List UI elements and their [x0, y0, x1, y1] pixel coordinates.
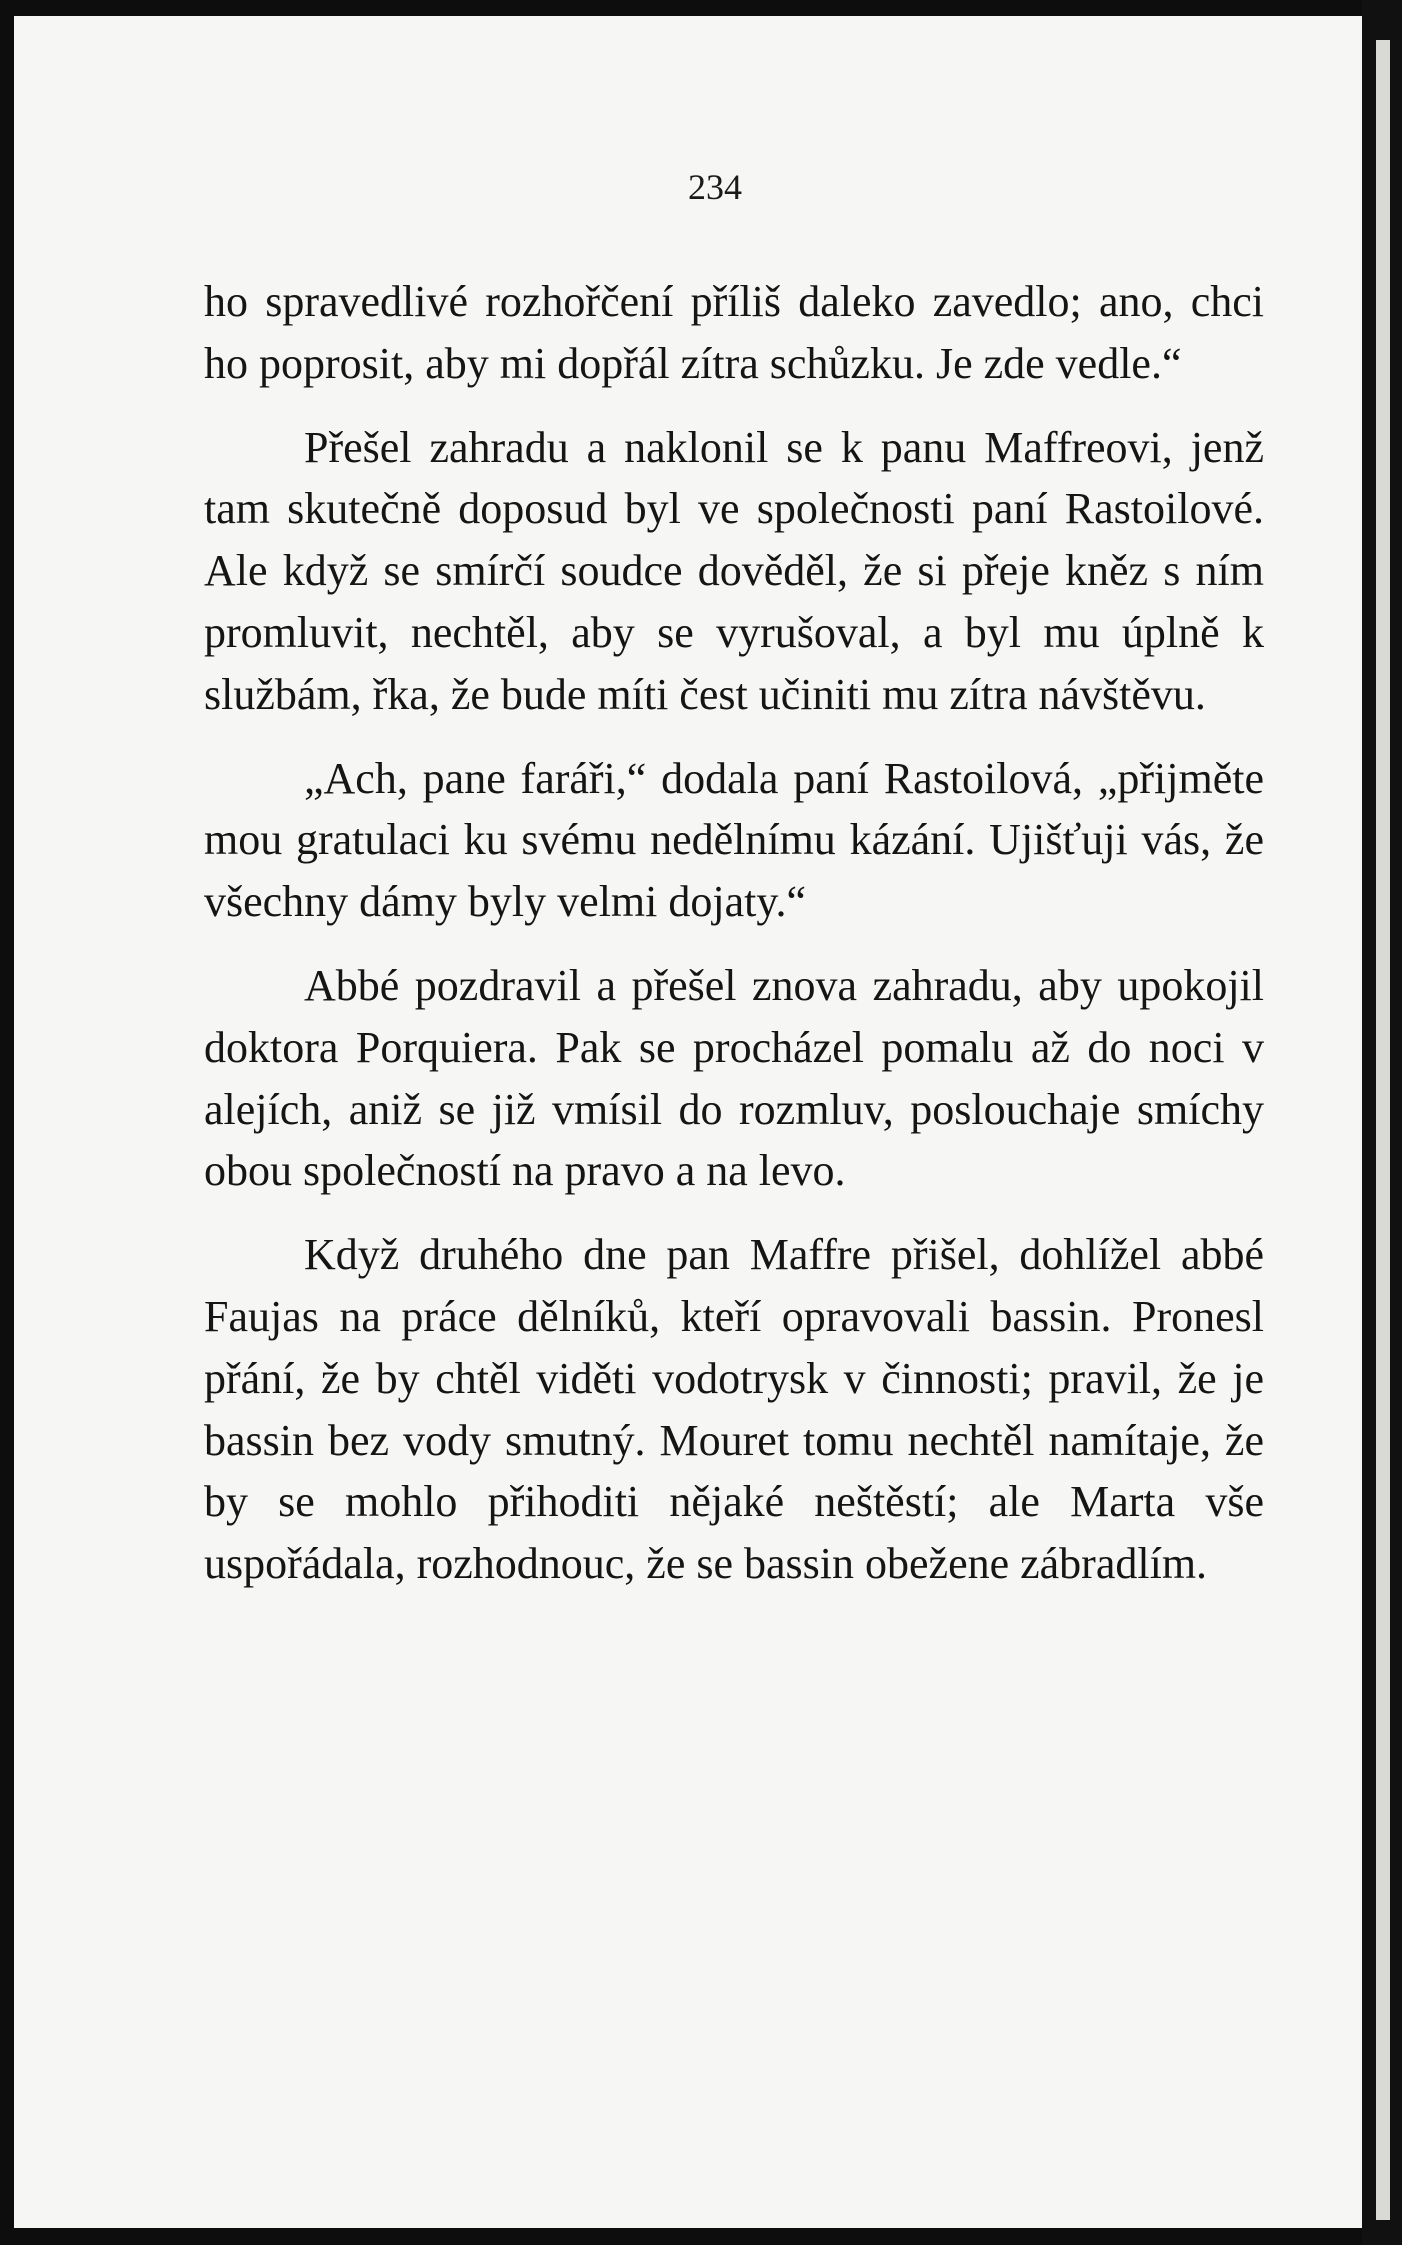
next-page-edge — [1376, 40, 1390, 2220]
paragraph-2: Přešel zahradu a naklonil se k panu Maffreovi, jenž tam skutečně doposud byl ve společnosti paní Rastoilové. Ale když se smírčí soudce dověděl, že si přeje kněz s ním promluvit, nechtěl, aby se vyrušoval, a byl mu úplně k službám, řka, že bude míti čest učiniti mu zítra návštěvu. — [204, 422, 1264, 719]
book-page — [14, 16, 1362, 2228]
page-text — [204, 271, 1264, 1617]
scan-edge — [1362, 0, 1402, 2245]
paragraph-1: ho spravedlivé rozhořčení příliš daleko zavedlo; ano, chci ho poprosit, aby mi dopřál zítra schůzku. Je zde vedle.“ — [204, 277, 1264, 388]
paragraph-4: Abbé pozdravil a přešel znova zahradu, aby upokojil doktora Porquiera. Pak se procházel pomalu až do noci v alejích, aniž se již vmísil do rozmluv, poslouchaje smíchy obou společností na pravo a na levo. — [204, 960, 1264, 1196]
paragraph-5: Když druhého dne pan Maffre přišel, dohlížel abbé Faujas na práce dělníků, kteří opravovali bassin. Pronesl přání, že by chtěl viděti vodotrysk v činnosti; pravil, že je bassin bez vody smutný. Mouret tomu nechtěl namítaje, že by se mohlo přihoditi nějaké neštěstí; ale Marta vše uspořádala, rozhodnouc, že se bassin obežene zábradlím. — [204, 1230, 1264, 1589]
page-number: 234 — [688, 167, 742, 207]
paragraph-3: „Ach, pane faráři,“ dodala paní Rastoilová, „přijměte mou gratulaci ku svému nedělnímu kázání. Ujišťuji vás, že všechny dámy byly velmi dojaty.“ — [204, 753, 1264, 927]
